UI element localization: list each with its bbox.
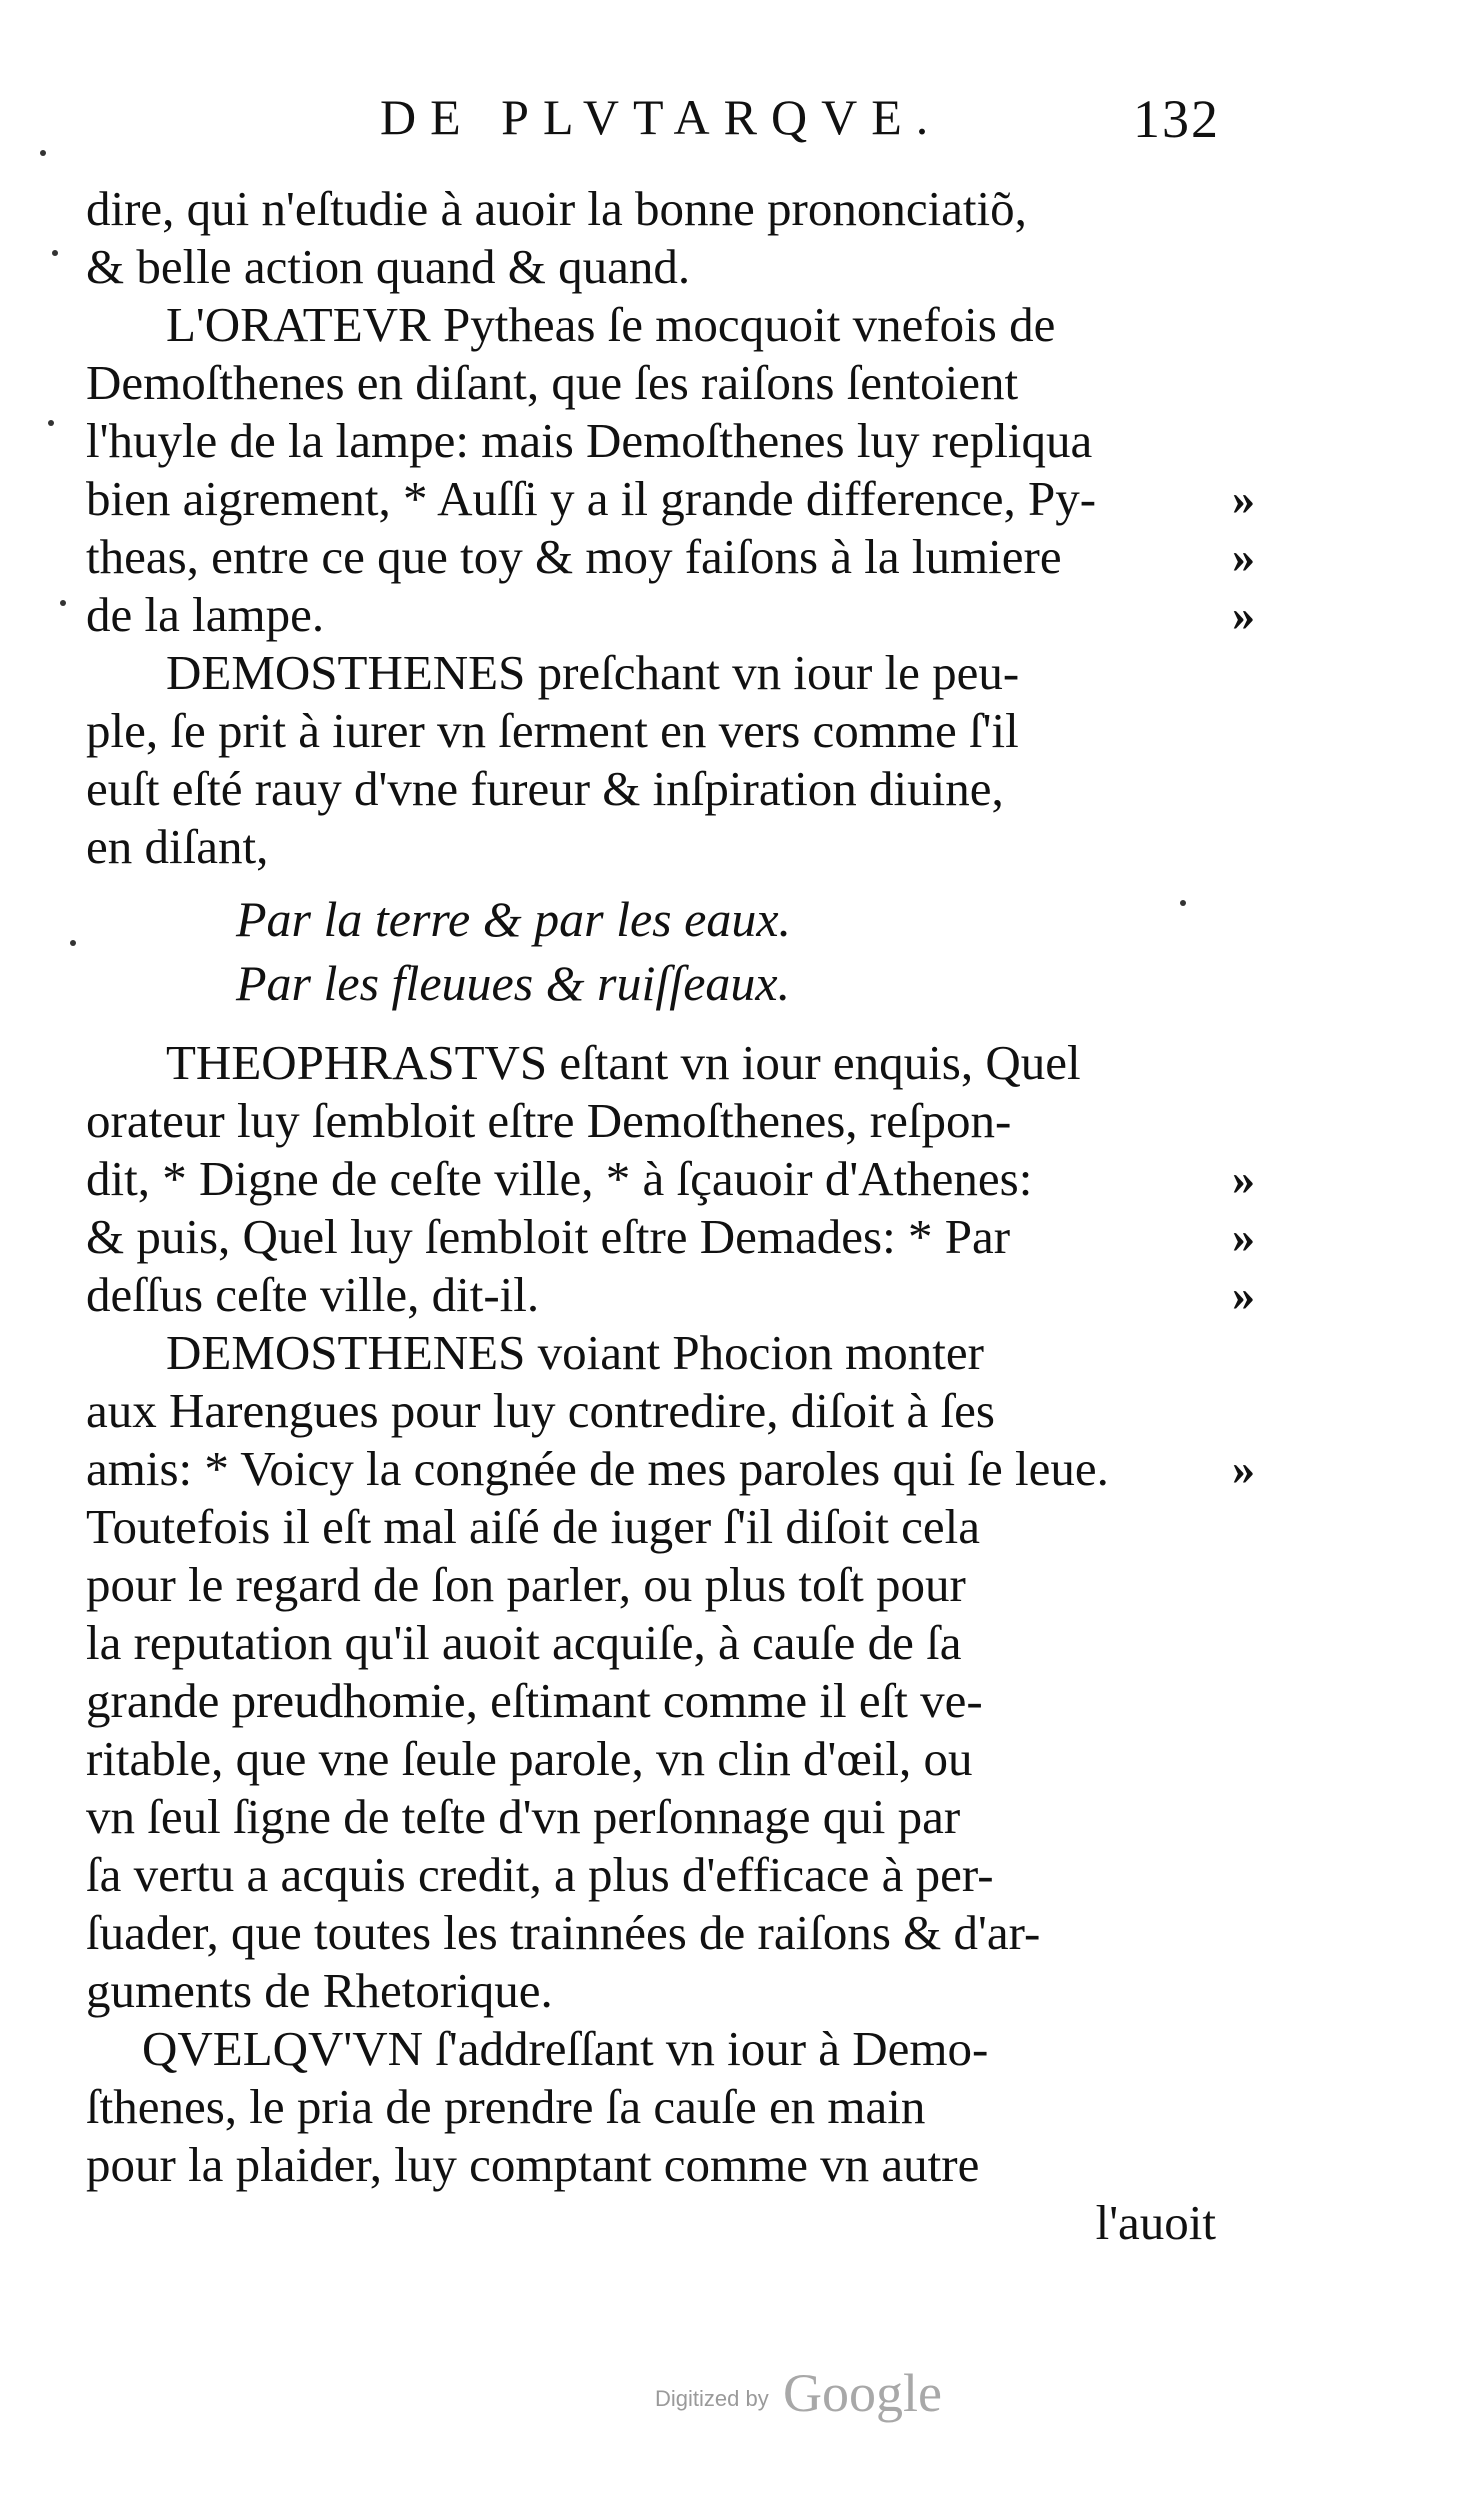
quotation-mark: »: [1232, 473, 1255, 524]
text-line: ſuader, que toutes les trainnées de raiſons & d'ar-: [86, 1905, 1041, 1960]
text-line: grande preudhomie, eſtimant comme il eſt ve-: [86, 1673, 983, 1728]
text-line: ſa vertu a acquis credit, a plus d'efficace à per-: [86, 1847, 994, 1902]
text-line: ple, ſe prit à iurer vn ſerment en vers comme ſ'il: [86, 703, 1019, 758]
scan-speck: [60, 600, 66, 606]
text-line: de la lampe.: [86, 587, 325, 642]
text-line: la reputation qu'il auoit acquiſe, à cauſe de ſa: [86, 1615, 962, 1670]
verse-line: Par la terre & par les eaux.: [236, 891, 792, 947]
scan-speck: [70, 940, 76, 946]
running-title: DE PLVTARQVE.: [380, 89, 943, 145]
text-line: dire, qui n'eſtudie à auoir la bonne prononciatiõ,: [86, 181, 1027, 236]
text-line: l'huyle de la lampe: mais Demoſthenes luy repliqua: [86, 413, 1093, 468]
quotation-mark: »: [1232, 1269, 1255, 1320]
quotation-mark: »: [1232, 1443, 1255, 1494]
text-line: DEMOSTHENES voiant Phocion monter: [166, 1325, 984, 1380]
quotation-mark: »: [1232, 589, 1255, 640]
text-line: & belle action quand & quand.: [86, 239, 691, 294]
text-line: & puis, Quel luy ſembloit eſtre Demades: * Par: [86, 1209, 1011, 1264]
text-line: QVELQV'VN ſ'addreſſant vn iour à Demo-: [142, 2021, 989, 2076]
catchword: l'auoit: [1095, 2195, 1216, 2250]
quotation-mark: »: [1232, 531, 1255, 582]
verse-line: Par les fleuues & ruiſſeaux.: [236, 955, 791, 1011]
text-line: vn ſeul ſigne de teſte d'vn perſonnage qui par: [86, 1789, 961, 1844]
text-line: ſthenes, le pria de prendre ſa cauſe en main: [86, 2079, 926, 2134]
text-line: Demoſthenes en diſant, que ſes raiſons ſentoient: [86, 355, 1019, 410]
text-line: Toutefois il eſt mal aiſé de iuger ſ'il diſoit cela: [86, 1499, 980, 1554]
scan-speck: [1180, 900, 1186, 906]
quotation-mark: »: [1232, 1153, 1255, 1204]
text-line: amis: * Voicy la congnée de mes paroles qui ſe leue.: [86, 1441, 1109, 1496]
text-line: euſt eſté rauy d'vne fureur & inſpiration diuine,: [86, 761, 1004, 816]
text-line: dit, * Digne de ceſte ville, * à ſçauoir d'Athenes:: [86, 1151, 1033, 1206]
text-line: bien aigrement, * Auſſi y a il grande difference, Py-: [86, 471, 1097, 526]
scan-speck: [52, 250, 58, 256]
text-line: deſſus ceſte ville, dit-il.: [86, 1267, 540, 1322]
text-line: guments de Rhetorique.: [86, 1963, 553, 2018]
text-line: L'ORATEVR Pytheas ſe mocquoit vnefois de: [166, 297, 1056, 352]
scan-speck: [48, 420, 54, 426]
google-watermark: [655, 2360, 975, 2430]
text-line: theas, entre ce que toy & moy faiſons à la lumiere: [86, 529, 1062, 584]
page-number: 132: [1133, 89, 1220, 149]
text-line: THEOPHRASTVS eſtant vn iour enquis, Quel: [166, 1035, 1081, 1090]
watermark-prefix: Digitized by: [655, 2386, 769, 2411]
text-line: DEMOSTHENES preſchant vn iour le peu-: [166, 645, 1020, 700]
text-line: en diſant,: [86, 819, 269, 874]
quotation-mark: »: [1232, 1211, 1255, 1262]
text-line: aux Harengues pour luy contredire, diſoit à ſes: [86, 1383, 995, 1438]
text-line: pour le regard de ſon parler, ou plus toſt pour: [86, 1557, 966, 1612]
scan-speck: [40, 150, 46, 156]
page-header: [360, 88, 1220, 158]
text-line: ritable, que vne ſeule parole, vn clin d'œil, ou: [86, 1731, 973, 1786]
text-line: pour la plaider, luy comptant comme vn autre: [86, 2137, 980, 2192]
text-line: orateur luy ſembloit eſtre Demoſthenes, reſpon-: [86, 1093, 1012, 1148]
watermark-brand: Google: [783, 2363, 942, 2423]
